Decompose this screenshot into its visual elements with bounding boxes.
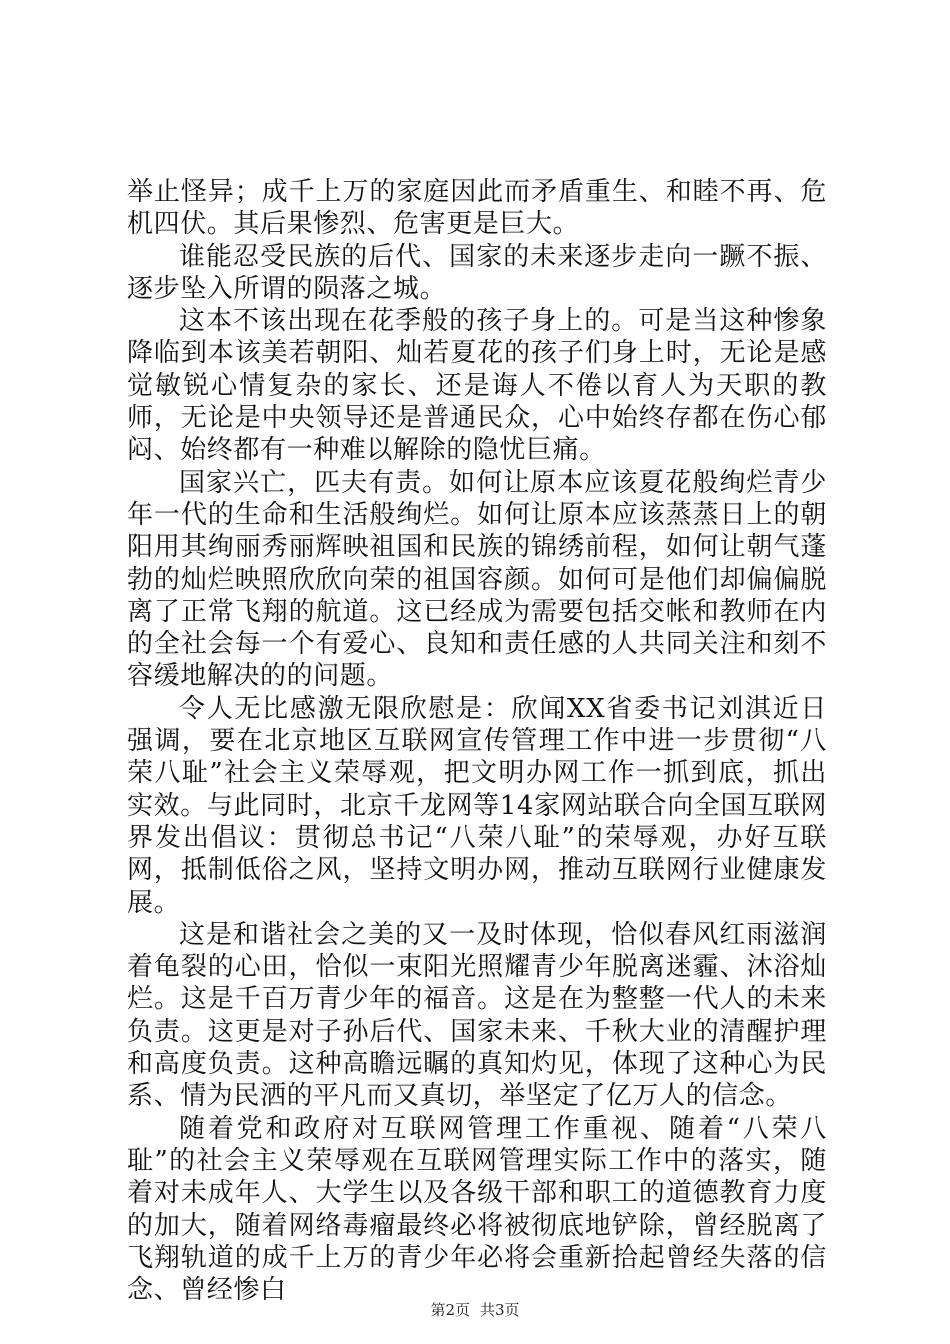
page-number: 第2页 — [430, 1301, 470, 1319]
paragraph-6: 这是和谐社会之美的又一及时体现，恰似春风红雨滋润着龟裂的心田，恰似一束阳光照耀青少年脱离迷霾、沐浴灿烂。这是千百万青少年的福音。这是在为整整一代人的未来负责。这更是对子孙后代、国家未来、千秋大业的清醒护理和高度负责。这种高瞻远瞩的真知灼见，体现了这种心为民系、情为民洒的平凡而又真切，举坚定了亿万人的信念。 — [127, 919, 827, 1112]
paragraph-7: 随着党和政府对互联网管理工作重视、随着“八荣八耻”的社会主义荣辱观在互联网管理实际工作中的落实，随着对未成年人、大学生以及各级干部和职工的道德教育力度的加大，随着网络毒瘤最终必将被彻底地铲除，曾经脱离了飞翔轨道的成千上万的青少年必将会重新拾起曾经失落的信念、曾经惨白 — [127, 1113, 827, 1306]
page-total: 共3页 — [480, 1301, 520, 1319]
page-footer — [0, 1300, 950, 1320]
paragraph-1: 举止怪异；成千上万的家庭因此而矛盾重生、和睦不再、危机四伏。其后果惨烈、危害更是巨大。 — [127, 177, 827, 240]
paragraph-4: 国家兴亡，匹夫有责。如何让原本应该夏花般绚烂青少年一代的生命和生活般绚烂。如何让原本应该蒸蒸日上的朝阳用其绚丽秀丽辉映祖国和民族的锦绣前程，如何让朝气蓬勃的灿烂映照欣欣向荣的祖国容颜。如何可是他们却偏偏脱离了正常飞翔的航道。这已经成为需要包括交帐和教师在内的全社会每一个有爱心、良知和责任感的人共同关注和刻不容缓地解决的的问题。 — [127, 467, 827, 692]
body-text — [127, 176, 827, 1306]
paragraph-2: 谁能忍受民族的后代、国家的未来逐步走向一蹶不振、逐步坠入所谓的陨落之城。 — [127, 241, 827, 304]
paragraph-3: 这本不该出现在花季般的孩子身上的。可是当这种惨象降临到本该美若朝阳、灿若夏花的孩子们身上时，无论是感觉敏锐心情复杂的家长、还是诲人不倦以育人为天职的教师，无论是中央领导还是普通民众，心中始终存都在伤心郁闷、始终都有一种难以解除的隐忧巨痛。 — [127, 306, 827, 466]
paragraph-5: 令人无比感激无限欣慰是：欣闻XX省委书记刘淇近日强调，要在北京地区互联网宣传管理工作中进一步贯彻“八荣八耻”社会主义荣辱观，把文明办网工作一抓到底，抓出实效。与此同时，北京千龙网等14家网站联合向全国互联网界发出倡议：贯彻总书记“八荣八耻”的荣辱观，办好互联网，抵制低俗之风，坚持文明办网，推动互联网行业健康发展。 — [127, 693, 827, 918]
